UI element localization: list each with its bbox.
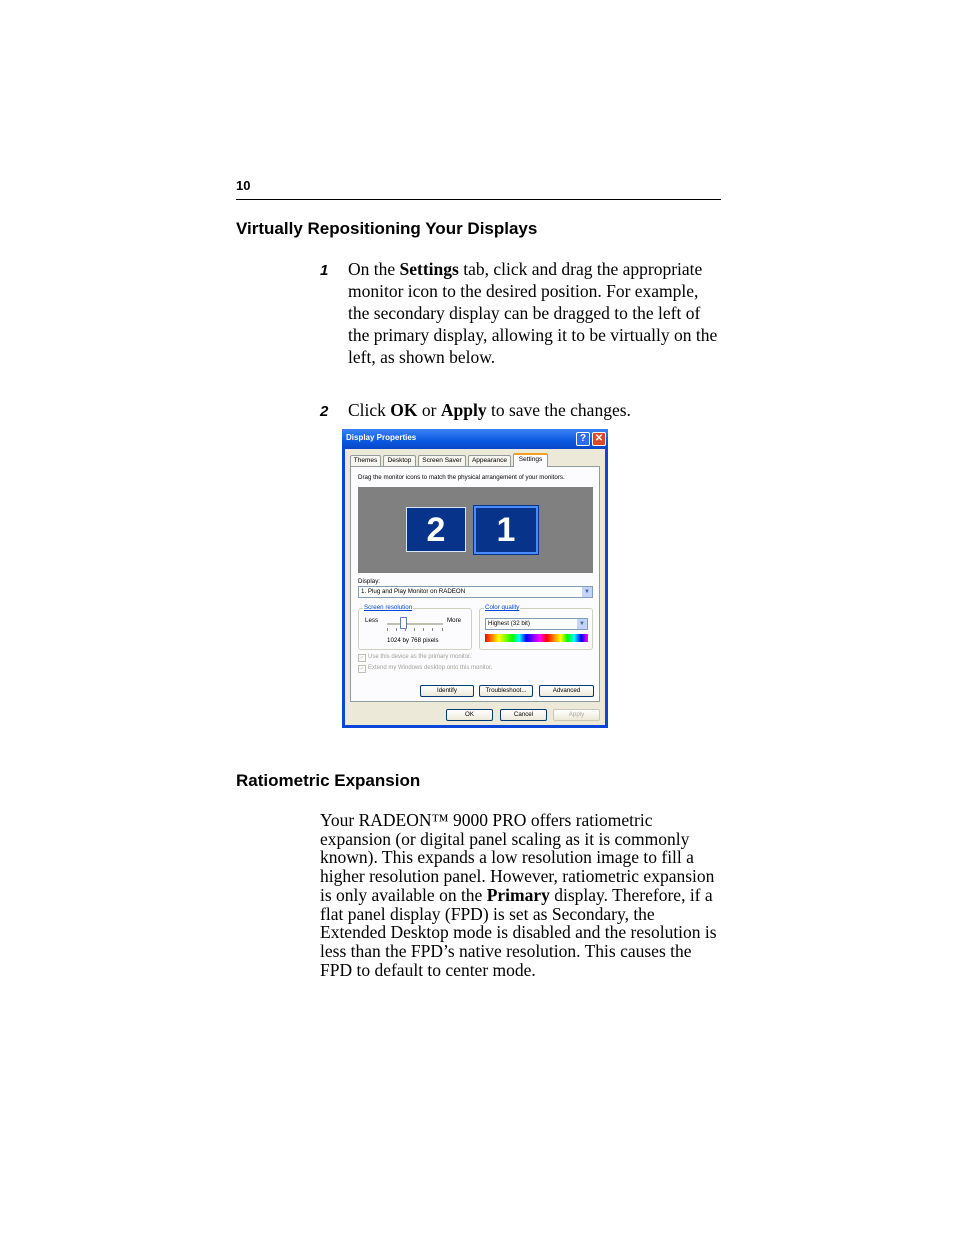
help-button[interactable]: ? [576, 432, 590, 446]
cancel-button[interactable]: Cancel [500, 709, 547, 721]
paragraph-text: display. Therefore, if a flat panel display (FPD) is set as Secondary, the Extended Desktop mode is disabled and the resolution is less than the FPD’s native resolution. This causes the FPD to default to center mode. [320, 884, 717, 980]
color-quality-legend: Color quality [485, 604, 520, 611]
slider-tick [387, 628, 388, 631]
step-1 [320, 258, 720, 368]
monitor-arrangement-area[interactable] [358, 487, 593, 573]
advanced-button[interactable]: Advanced [539, 685, 594, 697]
dialog-title: Display Properties [346, 433, 417, 442]
slider-tick [414, 628, 415, 631]
color-spectrum-bar [485, 634, 588, 642]
resolution-value: 1024 by 768 pixels [387, 637, 439, 644]
slider-ticks [387, 628, 443, 631]
paragraph-text: Your RADEON™ 9000 PRO offers ratiometric expansion (or digital panel scaling as it is commonly known). This expands a low resolution image to fill a higher resolution panel. However, ratiometric expansion is only available on the [320, 810, 715, 905]
identify-button[interactable]: Identify [420, 685, 474, 697]
section-heading-ratiometric: Ratiometric Expansion [236, 771, 421, 790]
resolution-slider-track[interactable] [387, 623, 443, 625]
step-text [348, 258, 720, 368]
apply-button[interactable]: Apply [553, 709, 600, 721]
header-rule [236, 199, 721, 200]
step-bold-settings: Settings [399, 259, 459, 279]
step-number: 2 [320, 403, 329, 420]
screen-resolution-legend: Screen resolution [364, 604, 413, 611]
more-label: More [447, 617, 462, 624]
extend-desktop-checkbox[interactable] [358, 665, 492, 673]
checkbox-label: Extend my Windows desktop onto this monitor. [368, 665, 493, 671]
slider-tick [432, 628, 433, 631]
chevron-down-icon[interactable]: ▼ [582, 587, 592, 597]
step-bold-apply: Apply [440, 400, 487, 420]
ok-button[interactable]: OK [446, 709, 493, 721]
drag-instruction: Drag the monitor icons to match the physical arrangement of your monitors. [358, 474, 565, 481]
color-quality-value: Highest (32 bit) [488, 620, 530, 627]
slider-tick [405, 628, 406, 631]
tab-settings[interactable]: Settings [513, 453, 548, 467]
slider-tick [442, 628, 443, 631]
step-text-part: or [417, 400, 441, 420]
close-button[interactable]: ✕ [592, 432, 606, 446]
step-text-part: On the [348, 259, 400, 279]
section-heading-repositioning: Virtually Repositioning Your Displays [236, 219, 538, 238]
step-text [348, 399, 720, 421]
display-properties-dialog [342, 429, 608, 728]
display-select-value: 1. Plug and Play Monitor on RADEON [361, 588, 466, 595]
primary-monitor-checkbox[interactable] [358, 654, 471, 662]
paragraph-bold-primary: Primary [486, 884, 550, 905]
ratiometric-paragraph [320, 811, 720, 979]
color-quality-group [479, 604, 593, 650]
step-bold-ok: OK [390, 400, 418, 420]
tab-screen-saver[interactable]: Screen Saver [418, 455, 466, 466]
step-text-part: tab, click and drag the appropriate monitor icon to the desired position. For example, the secondary display can be dragged to the left of the primary display, allowing it to be virtually on the left, as shown below. [348, 259, 718, 367]
step-text-part: Click [348, 400, 391, 420]
monitor-icon-2[interactable]: 2 [406, 507, 466, 552]
checkbox-label: Use this device as the primary monitor. [368, 654, 472, 660]
step-number: 1 [320, 262, 329, 279]
color-quality-select[interactable] [485, 618, 588, 630]
checkbox-icon[interactable]: ✓ [359, 655, 365, 661]
tab-desktop[interactable]: Desktop [383, 455, 416, 466]
display-label: Display: [358, 578, 381, 585]
less-label: Less [365, 617, 379, 624]
screen-resolution-group [358, 604, 472, 650]
chevron-down-icon[interactable]: ▼ [577, 619, 587, 629]
title-bar [342, 429, 608, 449]
settings-panel [350, 466, 600, 702]
tab-appearance[interactable]: Appearance [468, 455, 511, 466]
page-number: 10 [236, 178, 251, 193]
troubleshoot-button[interactable]: Troubleshoot... [479, 685, 533, 697]
step-text-part: to save the changes. [486, 400, 631, 420]
slider-tick [396, 628, 397, 631]
display-select[interactable] [358, 586, 593, 598]
slider-tick [423, 628, 424, 631]
tab-themes[interactable]: Themes [350, 455, 381, 466]
dialog-body [345, 449, 605, 725]
step-2 [320, 399, 720, 421]
checkbox-icon[interactable]: ✓ [359, 666, 365, 672]
monitor-icon-1[interactable]: 1 [474, 506, 538, 554]
